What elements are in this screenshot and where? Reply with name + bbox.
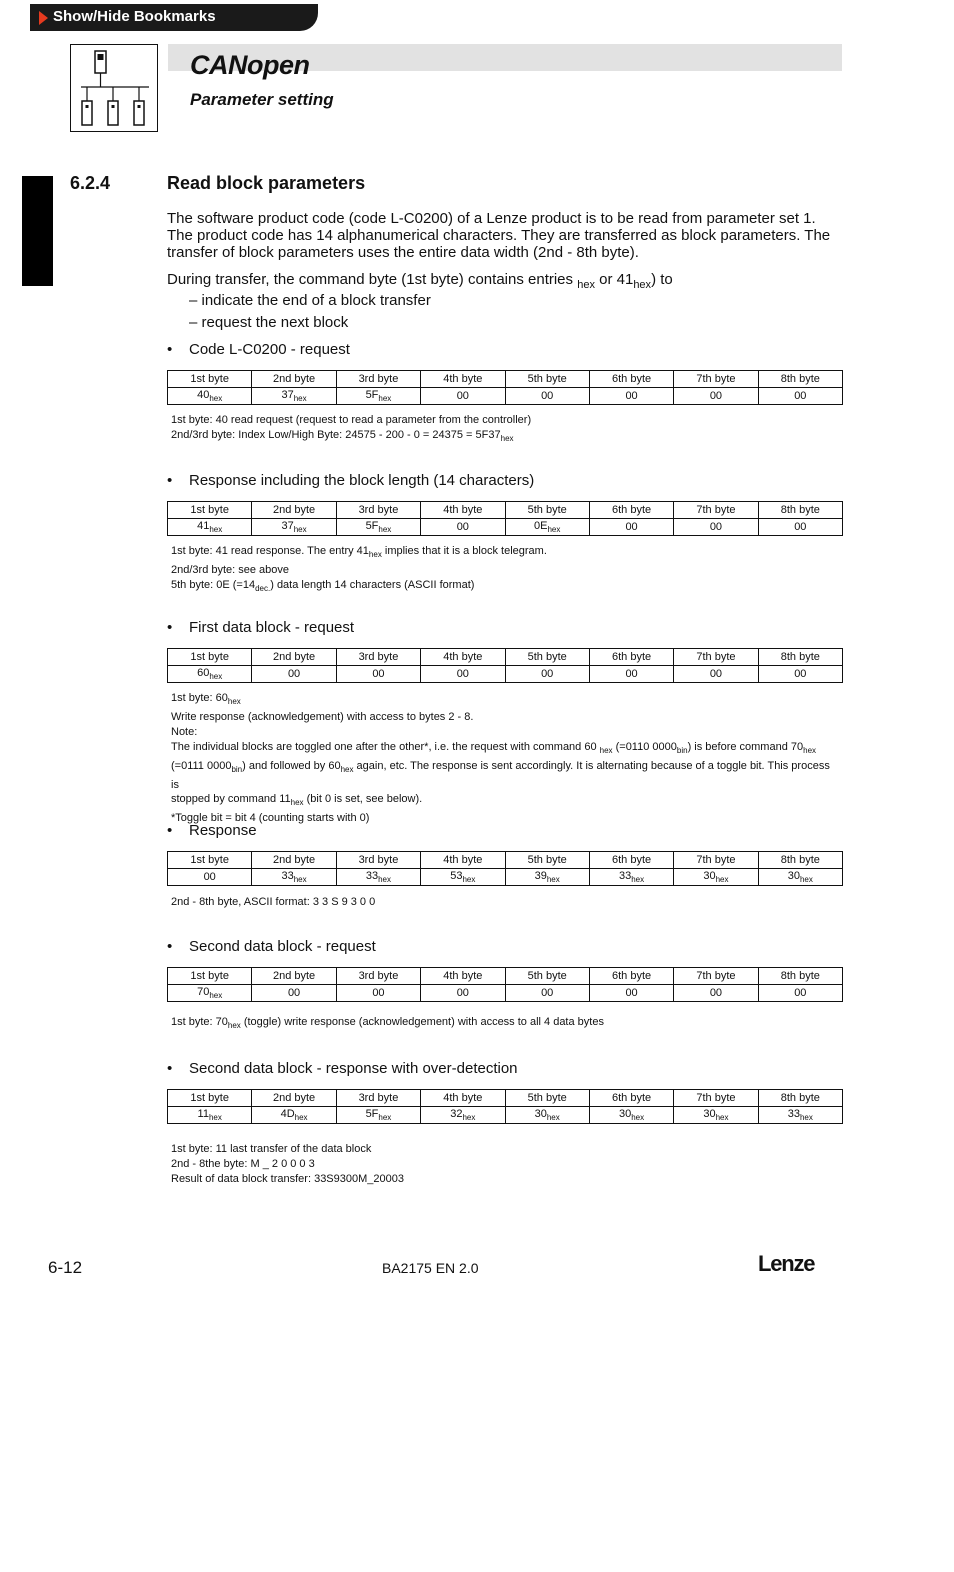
byte-table — [167, 967, 843, 1002]
byte-value-cell: 00 — [336, 666, 420, 683]
byte-value-cell: 00 — [421, 985, 505, 1002]
byte-header-cell: 1st byte — [168, 1090, 252, 1107]
table-row — [168, 869, 843, 886]
byte-value-cell: 00 — [505, 985, 589, 1002]
byte-header-cell: 6th byte — [589, 371, 673, 388]
byte-header-cell: 4th byte — [421, 502, 505, 519]
byte-header-cell: 7th byte — [674, 968, 758, 985]
byte-value-cell: $53_{hex}$ — [421, 869, 505, 886]
byte-value-cell: 00 — [589, 388, 673, 405]
byte-table — [167, 851, 843, 886]
byte-value-cell: 00 — [252, 985, 336, 1002]
byte-value-cell: $30_{hex}$ — [674, 1107, 758, 1124]
byte-value-cell: $5F_{hex}$ — [336, 388, 420, 405]
table-header-row — [168, 1090, 843, 1107]
device-network-icon — [70, 44, 158, 132]
block-title: • Response — [167, 822, 257, 839]
byte-header-cell: 5th byte — [505, 371, 589, 388]
byte-header-cell: 3rd byte — [336, 852, 420, 869]
byte-header-cell: 6th byte — [589, 968, 673, 985]
byte-value-cell: 00 — [758, 519, 842, 536]
byte-header-cell: 2nd byte — [252, 968, 336, 985]
byte-value-cell: 00 — [589, 519, 673, 536]
byte-table — [167, 501, 843, 536]
block-title: • Code L-C0200 - request — [167, 341, 350, 358]
byte-value-cell: 00 — [589, 666, 673, 683]
byte-header-cell: 1st byte — [168, 852, 252, 869]
transfer-paragraph: During transfer, the command byte (1st byte) contains entries $_{hex}$ or $41_{hex}$) to — [167, 271, 673, 291]
table-header-row — [168, 649, 843, 666]
byte-header-cell: 7th byte — [674, 1090, 758, 1107]
byte-header-cell: 8th byte — [758, 1090, 842, 1107]
byte-header-cell: 4th byte — [421, 852, 505, 869]
lenze-logo: Lenze — [758, 1251, 815, 1276]
byte-header-cell: 3rd byte — [336, 371, 420, 388]
table-row — [168, 985, 843, 1002]
table-row — [168, 388, 843, 405]
byte-header-cell: 6th byte — [589, 502, 673, 519]
byte-value-cell: 00 — [168, 869, 252, 886]
triangle-right-icon — [39, 11, 48, 25]
page-number: 6-12 — [48, 1258, 83, 1277]
table-header-row — [168, 852, 843, 869]
block-title: • Second data block - response with over-detection — [167, 1060, 518, 1077]
page-subtitle: Parameter setting — [190, 90, 334, 109]
byte-header-cell: 2nd byte — [252, 852, 336, 869]
byte-header-cell: 6th byte — [589, 852, 673, 869]
byte-header-cell: 6th byte — [589, 649, 673, 666]
byte-header-cell: 8th byte — [758, 852, 842, 869]
byte-value-cell: $33_{hex}$ — [336, 869, 420, 886]
byte-header-cell: 4th byte — [421, 1090, 505, 1107]
table-row — [168, 519, 843, 536]
table-row — [168, 1107, 843, 1124]
byte-value-cell: $30_{hex}$ — [505, 1107, 589, 1124]
byte-table — [167, 648, 843, 683]
byte-table — [167, 370, 843, 405]
block-notes: 1st byte: $70_{hex}$ (toggle) write response (acknowledgement) with access to all 4 data bytes — [171, 1016, 604, 1031]
block-title: • Response including the block length (14 characters) — [167, 472, 535, 489]
byte-header-cell: 7th byte — [674, 371, 758, 388]
byte-header-cell: 3rd byte — [336, 649, 420, 666]
section-number: 6.2.4 — [70, 173, 111, 193]
byte-header-cell: 7th byte — [674, 649, 758, 666]
byte-value-cell: $37_{hex}$ — [252, 388, 336, 405]
block-notes: 1st byte: 40 read request (request to read a parameter from the controller) 2nd/3rd byte: Index Low/High Byte: $24575 - 200 - 0 = 24375 = 5F37_{hex}$ — [171, 414, 532, 443]
block-notes: 1st byte: 11 last transfer of the data block 2nd - 8the byte: M _ 2 0 0 0 3 Result of data block transfer: 33S9300M_20003 — [171, 1143, 404, 1185]
byte-value-cell: $11_{hex}$ — [168, 1107, 252, 1124]
byte-value-cell: $30_{hex}$ — [674, 869, 758, 886]
byte-header-cell: 1st byte — [168, 371, 252, 388]
table-header-row — [168, 968, 843, 985]
page-title: CANopen — [190, 50, 310, 80]
block-notes: 2nd - 8th byte, ASCII format: 3 3 S 9 3 0 0 — [171, 896, 376, 908]
byte-header-cell: 5th byte — [505, 649, 589, 666]
byte-value-cell: $0E_{hex}$ — [505, 519, 589, 536]
byte-value-cell: $39_{hex}$ — [505, 869, 589, 886]
byte-value-cell: 00 — [421, 519, 505, 536]
byte-table — [167, 1089, 843, 1124]
byte-header-cell: 4th byte — [421, 649, 505, 666]
byte-header-cell: 3rd byte — [336, 968, 420, 985]
bookmark-tab-label: Show/Hide Bookmarks — [53, 8, 216, 25]
byte-value-cell: $33_{hex}$ — [758, 1107, 842, 1124]
byte-value-cell: 00 — [589, 985, 673, 1002]
byte-header-cell: 8th byte — [758, 502, 842, 519]
show-hide-bookmarks-button[interactable] — [30, 4, 318, 31]
byte-header-cell: 1st byte — [168, 502, 252, 519]
byte-header-cell: 2nd byte — [252, 502, 336, 519]
byte-value-cell: $30_{hex}$ — [758, 869, 842, 886]
section-title: Read block parameters — [167, 173, 366, 193]
table-header-row — [168, 502, 843, 519]
chapter-marker-bar — [22, 176, 53, 286]
byte-header-cell: 8th byte — [758, 968, 842, 985]
dash-item: – request the next block — [189, 314, 349, 331]
byte-value-cell: 00 — [674, 519, 758, 536]
byte-value-cell: $41_{hex}$ — [168, 519, 252, 536]
byte-value-cell: 00 — [505, 388, 589, 405]
byte-value-cell: $5F_{hex}$ — [336, 1107, 420, 1124]
byte-value-cell: 00 — [505, 666, 589, 683]
byte-header-cell: 8th byte — [758, 649, 842, 666]
byte-header-cell: 3rd byte — [336, 1090, 420, 1107]
byte-header-cell: 5th byte — [505, 968, 589, 985]
byte-header-cell: 1st byte — [168, 649, 252, 666]
block-notes: 1st byte: 41 read response. The entry $41_{hex}$ implies that it is a block telegram. 2nd/3rd byte: see above 5th byte: 0E $(=14_{dec.})$ data length 14 characters (ASCII format) — [171, 545, 547, 593]
byte-value-cell: 00 — [758, 388, 842, 405]
table-header-row — [168, 371, 843, 388]
intro-paragraph: The software product code (code L-C0200) of a Lenze product is to be read from parameter set 1. The product code has 14 alphanumerical characters. They are transferred as block parameters. The transfer of block parameters uses the entire data width (2nd - 8th byte). — [167, 210, 831, 261]
byte-value-cell: $37_{hex}$ — [252, 519, 336, 536]
table-row — [168, 666, 843, 683]
document-id: BA2175 EN 2.0 — [382, 1260, 479, 1276]
byte-value-cell: $70_{hex}$ — [168, 985, 252, 1002]
byte-value-cell: $40_{hex}$ — [168, 388, 252, 405]
byte-header-cell: 7th byte — [674, 852, 758, 869]
byte-header-cell: 6th byte — [589, 1090, 673, 1107]
byte-value-cell: $33_{hex}$ — [589, 869, 673, 886]
byte-header-cell: 5th byte — [505, 502, 589, 519]
byte-value-cell: 00 — [674, 388, 758, 405]
byte-value-cell: $33_{hex}$ — [252, 869, 336, 886]
byte-header-cell: 4th byte — [421, 371, 505, 388]
block-title: • First data block - request — [167, 619, 355, 636]
byte-value-cell: $5F_{hex}$ — [336, 519, 420, 536]
block-title: • Second data block - request — [167, 938, 376, 955]
byte-value-cell: 00 — [674, 666, 758, 683]
dash-item: – indicate the end of a block transfer — [189, 292, 431, 309]
byte-value-cell: $60_{hex}$ — [168, 666, 252, 683]
byte-header-cell: 5th byte — [505, 852, 589, 869]
byte-header-cell: 4th byte — [421, 968, 505, 985]
byte-value-cell: 00 — [252, 666, 336, 683]
byte-value-cell: 00 — [758, 666, 842, 683]
byte-header-cell: 2nd byte — [252, 649, 336, 666]
byte-header-cell: 3rd byte — [336, 502, 420, 519]
byte-value-cell: $32_{hex}$ — [421, 1107, 505, 1124]
block-notes: 1st byte: $60_{hex}$ Write response (acknowledgement) with access to bytes 2 - 8. Note: The individual blocks are toggled one after the other*, i.e. the request with command 60 $_{hex}$ (=0110 $0000_{bin}$) is before command $70_{hex}$ (=0111 $0000_{bin}$) and followed by $60_{hex}$ again, etc. The response is sent accordingly. It is alternating because of a toggle bit. This process is stopped by command $11_{hex}$ (bit 0 is set, see below). *Toggle bit = bit 4 (counting starts with 0) — [171, 692, 830, 825]
byte-header-cell: 1st byte — [168, 968, 252, 985]
byte-value-cell: 00 — [421, 666, 505, 683]
byte-header-cell: 2nd byte — [252, 1090, 336, 1107]
byte-value-cell: $4D_{hex}$ — [252, 1107, 336, 1124]
byte-header-cell: 5th byte — [505, 1090, 589, 1107]
byte-header-cell: 2nd byte — [252, 371, 336, 388]
byte-value-cell: 00 — [758, 985, 842, 1002]
byte-value-cell: 00 — [674, 985, 758, 1002]
byte-value-cell: 00 — [421, 388, 505, 405]
byte-header-cell: 8th byte — [758, 371, 842, 388]
byte-value-cell: 00 — [336, 985, 420, 1002]
byte-header-cell: 7th byte — [674, 502, 758, 519]
byte-value-cell: $30_{hex}$ — [589, 1107, 673, 1124]
